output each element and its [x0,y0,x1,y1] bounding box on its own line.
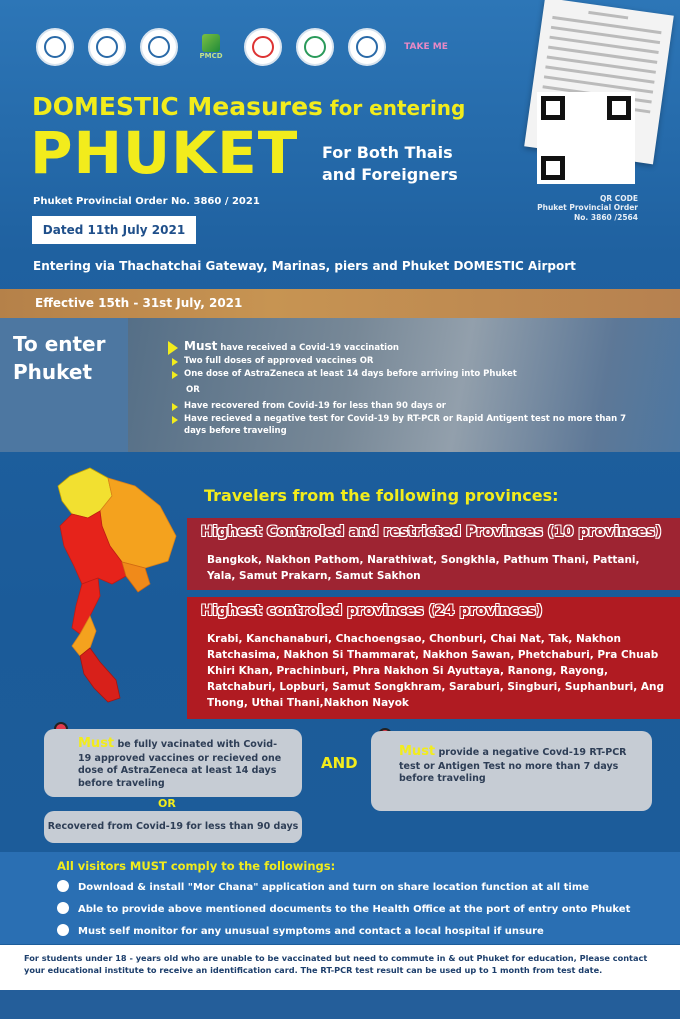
thailand-map [50,466,182,706]
qr-caption-line: Phuket Provincial Order [537,203,638,213]
must-label: Must [78,736,115,751]
footer-band [0,990,680,1019]
seal-icon [296,28,334,66]
vaccination-condition [44,729,302,797]
bullet-icon [57,880,69,892]
restricted-provinces-box [187,518,680,590]
restricted-provinces-list: Bangkok, Nakhon Pathom, Narathiwat, Songkhla, Pathum Thani, Pattani, Yala, Samut Prakarn, Samut Sakhon [207,554,640,583]
entry-requirements [170,338,640,437]
seal-icon [88,28,126,66]
must-label: Must [184,339,218,353]
student-note: For students under 18 - years old who are unable to be vaccinated but need to commute in & out Phuket for education, Please contact your educational institute to receive an identification card. The RT-PCR test result can be used up to 1 month from test date. [0,945,680,990]
requirement-text: have received a Covid-19 vaccination [217,343,399,353]
entry-title-line: Phuket [13,360,93,384]
qr-caption [530,194,638,222]
date-badge: Dated 11th July 2021 [32,216,196,244]
visitor-rules-title: All visitors MUST comply to the followings: [57,859,336,873]
condition-text: be fully vacinated with Covid-19 approved vaccines or recieved one dose of AstraZeneca at least 14 days before traveling [78,739,282,790]
requirement-item: Have recovered from Covid-19 for less than 90 days or [170,400,640,412]
page-title: PHUKET [30,119,299,187]
qr-caption-line: QR CODE [600,194,638,203]
qr-finder [541,96,565,120]
requirement-item: Two full doses of approved vaccines OR [170,355,640,367]
requirement-main [170,338,640,355]
pmcd-logo [192,28,230,66]
logo-row [36,28,452,66]
order-number: Phuket Provincial Order No. 3860 / 2021 [33,196,260,207]
subtitle [322,142,458,187]
or-label: OR [186,385,200,396]
pmcd-logo-text: PMCD [199,52,223,60]
recovered-condition: Recovered from Covid-19 for less than 90 days [44,811,302,843]
effective-dates: Effective 15th - 31st July, 2021 [0,289,680,318]
headline-rest: for entering [322,96,466,120]
must-label: Must [399,744,436,759]
visitor-rule [57,902,630,915]
entry-title-line: To enter [13,332,106,356]
bullet-icon [57,924,69,936]
visitor-rule [57,880,589,893]
qr-code[interactable] [537,92,635,184]
entry-section-title [13,330,105,386]
subtitle-line: and Foreigners [322,165,458,185]
headline-main: DOMESTIC Measures [32,92,323,121]
or-label: OR [158,797,176,810]
controlled-provinces-title: Highest controled provinces (24 provinces) [201,603,543,619]
seal-icon [348,28,386,66]
seal-icon [36,28,74,66]
visitor-rule-text: Must self monitor for any unusual symptoms and contact a local hospital if unsure [78,926,544,937]
subtitle-line: For Both Thais [322,143,453,162]
restricted-provinces-title: Highest Controled and restricted Provinces (10 provinces) [201,524,662,540]
qr-caption-line: No. 3860 /2564 [574,212,638,222]
visitor-rule [57,924,544,937]
requirement-item: One dose of AstraZeneca at least 14 days before arriving into Phuket [170,368,640,380]
brand-logo: TAKE ME [404,42,448,52]
map-south-lower [80,648,120,702]
headline [32,92,465,121]
controlled-provinces-box [187,597,680,719]
seal-icon [244,28,282,66]
travelers-title: Travelers from the following provinces: [204,486,559,505]
requirement-item: Have recieved a negative test for Covid-19 by RT-PCR or Rapid Antigent test no more than 7 days before traveling [170,413,640,438]
and-label: AND [321,754,358,772]
visitor-rule-text: Download & install "Mor Chana" application and turn on share location function at all time [78,882,590,893]
test-condition [371,731,652,811]
visitor-rule-text: Able to provide above mentioned documents to the Health Office at the port of entry onto Phuket [78,904,631,915]
controlled-provinces-list: Krabi, Kanchanaburi, Chachoengsao, Chonburi, Chai Nat, Tak, Nakhon Ratchasima, Nakhon Si Thammarat, Nakhon Sawan, Phetchaburi, Pra Chuab Khiri Khan, Prachinburi, Phra Nakhon Si Ayuttaya, Ranong, Rayong, Ratchaburi, Lopburi, Samut Songkhram, Saraburi, Singburi, Suphanburi, Ang Thong, Uthai Thani,Nakhon Nayok [207,633,665,710]
bullet-icon [57,902,69,914]
qr-finder [541,156,565,180]
seal-icon [140,28,178,66]
qr-finder [607,96,631,120]
entry-points: Entering via Thachatchai Gateway, Marinas, piers and Phuket DOMESTIC Airport [33,259,576,273]
condition-text: provide a negative Covd-19 RT-PCR test or Antigen Test no more than 7 days before traveling [399,747,627,785]
